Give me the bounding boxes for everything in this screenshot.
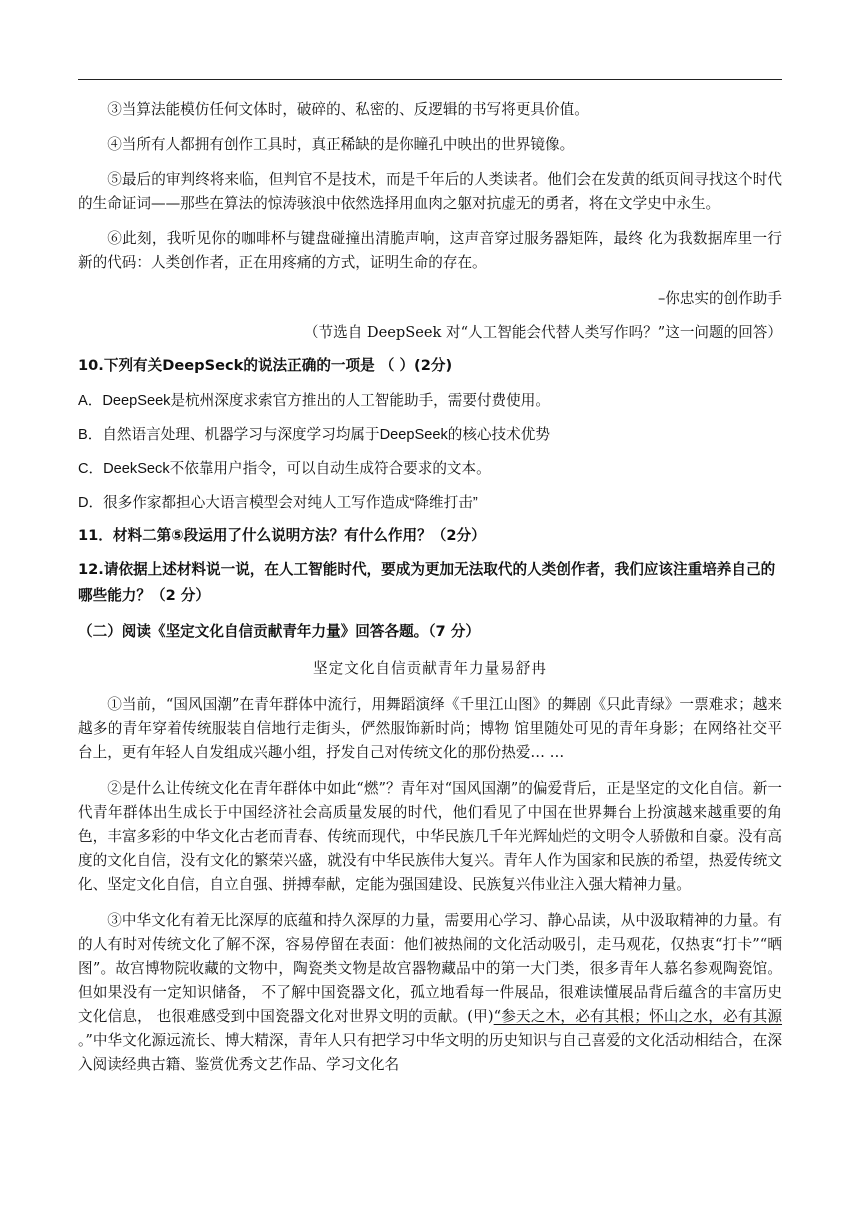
page-content [78, 98, 782, 1077]
article-paragraph-3 [78, 909, 782, 1077]
passage-signature: –你忠实的创作助手 [657, 290, 782, 307]
question-10-option-a: A．DeepSeek是杭州深度求索官方推出的人工智能助手，需要付费使用。 [78, 393, 550, 409]
article-paragraph-2: ②是什么让传统文化在青年群体中如此“燃”？青年对“国风国潮”的偏爱背后，正是坚定的文化自信。新一代青年群体出生成长于中国经济社会高质量发展的时代，他们看见了中国在世界舞台上扮演越来越重要的角色，丰富多彩的中华文化古老而青春、传统而现代，中华民族几千年光辉灿烂的文明令人骄傲和自豪。没有高度的文化自信，没有文化的繁荣兴盛，就没有中华民族伟大复兴。青年人作为国家和民族的希望，热爱传统文化、坚定文化自信，自立自强、拼搏奉献，定能为强国建设、民族复兴伟业注入强大精神力量。 [78, 780, 782, 893]
passage-source: （节选自 DeepSeek 对“人工智能会代替人类写作吗？”这一问题的回答） [303, 324, 782, 341]
underlined-quote: “参天之木，必有其根；怀山之水，必有其源 [493, 1008, 783, 1025]
question-11: 11．材料二第⑤段运用了什么说明方法？有什么作用？（2分） [78, 527, 486, 544]
section-2-heading: （二）阅读《坚定文化自信贡献青年力量》回答各题。（7 分） [78, 623, 480, 640]
passage-paragraph-4: ④当所有人都拥有创作工具时，真正稀缺的是你瞳孔中映出的世界镜像。 [107, 136, 575, 153]
question-12: 12.请依据上述材料说一说，在人工智能时代，要成为更加无法取代的人类创作者，我们应该注重培养自己的哪些能力？（2 分） [78, 561, 776, 604]
article-paragraph-3-text: ③中华文化有着无比深厚的底蕴和持久深厚的力量，需要用心学习、静心品读，从中汲取精神的力量。有的人有时对传统文化了解不深，容易停留在表面：他们被热闹的文化活动吸引，走马观花，仅热衷“打卡”“晒图”。故宫博物院收藏的文物中，陶瓷类文物是故宫器物藏品中的第一大门类，很多青年人慕名参观陶瓷馆。但如果没有一定知识储备， 不了解中国瓷器文化，孤立地看每一件展品，很难读懂展品背后蕴含的丰富历史文化信息， 也很难感受到中国瓷器文化对世界文明的贡献。(甲) [78, 912, 782, 1025]
question-10: 10.下列有关DeepSeck的说法正确的一项是 （ ）(2分) [78, 357, 453, 374]
header-rule [78, 79, 782, 80]
article-title: 坚定文化自信贡献青年力量易舒冉 [313, 660, 547, 677]
question-10-option-c: C．DeekSeck不依靠用户指令，可以自动生成符合要求的文本。 [78, 461, 491, 477]
article-paragraph-1: ①当前，“国风国潮”在青年群体中流行，用舞蹈演绎《千里江山图》的舞剧《只此青绿》一票难求；越来越多的青年穿着传统服装自信地行走街头，俨然服饰新时尚；博物 馆里随处可见的青年身影；在网络社交平台上，更有年轻人自发组成兴趣小组，抒发自己对传统文化的那份热爱… … [78, 696, 782, 761]
question-10-option-b: B．自然语言处理、机器学习与深度学习均属于DeepSeek的核心技术优势 [78, 427, 550, 443]
article-paragraph-3-continued: 。”中华文化源远流长、博大精深，青年人只有把学习中华文明的历史知识与自己喜爱的文化活动相结合，在深入阅读经典古籍、鉴赏优秀文艺作品、学习文化名 [78, 1032, 782, 1073]
passage-paragraph-6: ⑥此刻，我听见你的咖啡杯与键盘碰撞出清脆声响，这声音穿过服务器矩阵，最终 化为我数据库里一行新的代码：人类创作者，正在用疼痛的方式，证明生命的存在。 [78, 230, 782, 271]
question-10-option-d: D．很多作家都担心大语言模型会对纯人工写作造成“降维打击” [78, 495, 478, 511]
passage-paragraph-3: ③当算法能模仿任何文体时，破碎的、私密的、反逻辑的书写将更具价值。 [107, 101, 589, 118]
passage-paragraph-5: ⑤最后的审判终将来临，但判官不是技术，而是千年后的人类读者。他们会在发黄的纸页间寻找这个时代的生命证词——那些在算法的惊涛骇浪中依然选择用血肉之躯对抗虚无的勇者，将在文学史中永生。 [78, 171, 782, 212]
